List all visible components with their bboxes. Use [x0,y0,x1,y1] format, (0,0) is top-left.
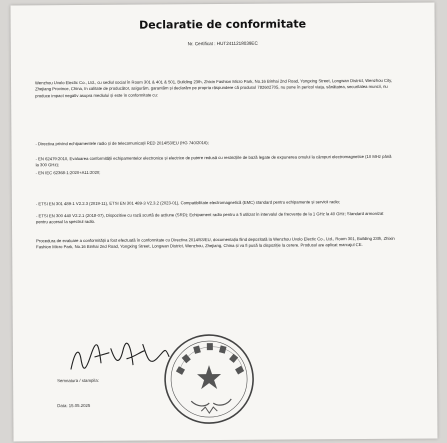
standard-etsi-301-489: - ETSI EN 301 489-1 V2.2.3 (2019-11), ETSI EN 301 489-3 V2.3.2 (2023-01), Compatibilitate electromagnetică (EMC) standard pentru echipamente și servicii radio; [35,199,341,207]
handwritten-signature [65,338,175,379]
company-stamp [161,331,258,428]
standard-en-iec62368: - EN IEC 62368-1:2020+A11:2020; [35,169,101,176]
procedure-paragraph: Procedura de evaluare a conformității a fost efectuată în conformitate cu Directiva 2014/53/EU, documentația fiind depozitată la Wenzhou Uvolo Electic Co., Ltd., Room 301, Building 23th, Zhixin Fashion Micro Park, No.16 Binhai 2nd Road, Yongxing Street, Longwan District, Wenzhou, Zhejiang, China și va fi pusă la dispoziție la cerere. Produsul are aplicat marcajul CE. [36,235,395,250]
document-title: Declaratie de conformitate [139,17,307,32]
document-date: Data: 15.05.2025 [57,402,91,409]
signature-label: Semnatura / stampila: [57,377,99,384]
declaration-sheet [10,3,437,442]
certificate-number: Nr. Certificat : HUT2411218039EC [187,40,258,47]
standard-en62479: - EN 62479:2010, Evaluarea conformității echipamentelor electronice și electrice de putere redusă cu restricțiile de bază legate de expunerea omului la câmpuri electromagnetice (10 MHz până la 300 GHz); [35,153,392,168]
directive-red: - Directiva privind echipamentele radio și de telecomunicații RED 2014/53/EU (HG 740/2016); [35,140,209,147]
manufacturer-paragraph: Wenzhou Uvolo Electic Co., Ltd., cu sediul social în Room 301 & 401 & 501, Building 23th, Zhixin Fashion Micro Park, No.16 Binhai 2nd Road, Yongxing Street, Longwan District, Wenzhou City, Zhejiang Province, China, în calitate de producător, asigurăm, garantăm și declarăm pe propria răspundere că produsul 782602705, nu pune în pericol viața, sănătatea, securitatea muncii, nu produce impact negativ asupra mediului și este în conformitate cu: [35,77,393,99]
standard-etsi-300-440: - ETSI EN 300 440 V2.2.1 (2018-07), Dispozitive cu rază scurtă de acțiune (SRD); Echipament radio pentru a fi utilizat în intervalul de frecvențe de la 1 GHz la 40 GHz; Standard armonizat pentru accesul la spectrul radio. [35,210,384,225]
